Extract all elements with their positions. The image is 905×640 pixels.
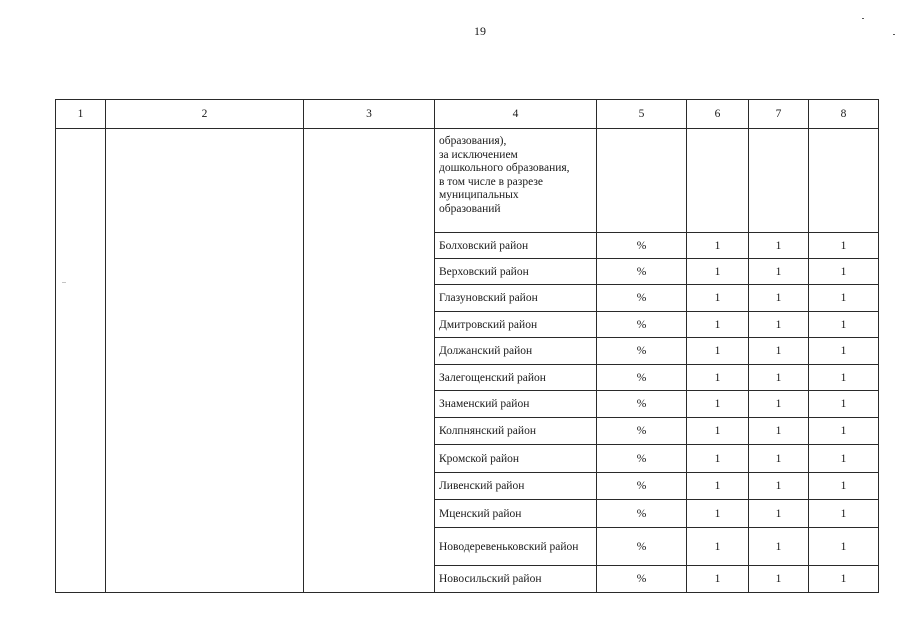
indicator-description bbox=[435, 129, 596, 225]
description-line: муниципальных bbox=[439, 189, 519, 202]
district-name: Колпнянский район bbox=[435, 418, 597, 445]
district-name: Новодеревеньковский район bbox=[435, 528, 597, 566]
document-table bbox=[55, 99, 879, 593]
value-col8: 1 bbox=[809, 312, 879, 338]
unit-cell: % bbox=[597, 566, 687, 593]
header-cell: 7 bbox=[749, 100, 809, 129]
district-name: Ливенский район bbox=[435, 473, 597, 500]
value-col7: 1 bbox=[749, 312, 809, 338]
district-name: Должанский район bbox=[435, 338, 597, 365]
value-col6: 1 bbox=[687, 338, 749, 365]
unit-cell: % bbox=[597, 338, 687, 365]
value-col6: 1 bbox=[687, 259, 749, 285]
empty-cell bbox=[809, 129, 879, 233]
district-name: Новосильский район bbox=[435, 566, 597, 593]
unit-cell: % bbox=[597, 259, 687, 285]
district-name: Мценский район bbox=[435, 500, 597, 528]
unit-cell: % bbox=[597, 391, 687, 418]
district-name: Дмитровский район bbox=[435, 312, 597, 338]
description-line: образования), bbox=[439, 135, 507, 147]
district-name: Верховский район bbox=[435, 259, 597, 285]
value-col8: 1 bbox=[809, 391, 879, 418]
value-col7: 1 bbox=[749, 391, 809, 418]
value-col6: 1 bbox=[687, 233, 749, 259]
value-col7: 1 bbox=[749, 445, 809, 473]
description-line: образований bbox=[439, 202, 501, 215]
value-col8: 1 bbox=[809, 365, 879, 391]
unit-cell: % bbox=[597, 365, 687, 391]
value-col8: 1 bbox=[809, 500, 879, 528]
scan-speck bbox=[893, 34, 895, 35]
header-row bbox=[56, 100, 879, 129]
district-name: Залегощенский район bbox=[435, 365, 597, 391]
district-name: Знаменский район bbox=[435, 391, 597, 418]
header-cell: 6 bbox=[687, 100, 749, 129]
description-line: в том числе в разрезе bbox=[439, 175, 543, 188]
scan-mark: .. bbox=[62, 276, 66, 285]
value-col6: 1 bbox=[687, 418, 749, 445]
indicator-description-cell bbox=[435, 129, 597, 233]
value-col7: 1 bbox=[749, 259, 809, 285]
value-col7: 1 bbox=[749, 338, 809, 365]
header-cell: 1 bbox=[56, 100, 106, 129]
value-col6: 1 bbox=[687, 473, 749, 500]
value-col8: 1 bbox=[809, 445, 879, 473]
empty-cell bbox=[687, 129, 749, 233]
value-col8: 1 bbox=[809, 473, 879, 500]
value-col7: 1 bbox=[749, 528, 809, 566]
unit-cell: % bbox=[597, 528, 687, 566]
empty-cell bbox=[749, 129, 809, 233]
value-col6: 1 bbox=[687, 391, 749, 418]
empty-cell-col2 bbox=[106, 129, 304, 593]
header-cell: 8 bbox=[809, 100, 879, 129]
value-col6: 1 bbox=[687, 445, 749, 473]
value-col8: 1 bbox=[809, 566, 879, 593]
value-col6: 1 bbox=[687, 365, 749, 391]
scan-speck bbox=[862, 18, 864, 19]
value-col8: 1 bbox=[809, 418, 879, 445]
value-col8: 1 bbox=[809, 285, 879, 312]
value-col6: 1 bbox=[687, 528, 749, 566]
header-cell: 3 bbox=[304, 100, 435, 129]
unit-cell: % bbox=[597, 233, 687, 259]
value-col7: 1 bbox=[749, 233, 809, 259]
value-col8: 1 bbox=[809, 528, 879, 566]
header-cell: 4 bbox=[435, 100, 597, 129]
value-col6: 1 bbox=[687, 566, 749, 593]
value-col8: 1 bbox=[809, 338, 879, 365]
empty-cell bbox=[597, 129, 687, 233]
value-col6: 1 bbox=[687, 312, 749, 338]
intro-row bbox=[56, 129, 879, 233]
page-number: 19 bbox=[474, 24, 486, 38]
description-line: дошкольного образования, bbox=[439, 162, 570, 175]
unit-cell: % bbox=[597, 445, 687, 473]
value-col8: 1 bbox=[809, 233, 879, 259]
header-cell: 2 bbox=[106, 100, 304, 129]
value-col7: 1 bbox=[749, 418, 809, 445]
description-line: за исключением bbox=[439, 148, 518, 161]
unit-cell: % bbox=[597, 312, 687, 338]
value-col7: 1 bbox=[749, 473, 809, 500]
unit-cell: % bbox=[597, 500, 687, 528]
unit-cell: % bbox=[597, 418, 687, 445]
district-name: Кромской район bbox=[435, 445, 597, 473]
district-name: Глазуновский район bbox=[435, 285, 597, 312]
header-cell: 5 bbox=[597, 100, 687, 129]
value-col6: 1 bbox=[687, 500, 749, 528]
unit-cell: % bbox=[597, 285, 687, 312]
empty-cell-col1 bbox=[56, 129, 106, 593]
value-col7: 1 bbox=[749, 365, 809, 391]
value-col7: 1 bbox=[749, 500, 809, 528]
unit-cell: % bbox=[597, 473, 687, 500]
empty-cell-col3 bbox=[304, 129, 435, 593]
district-name: Болховский район bbox=[435, 233, 597, 259]
value-col7: 1 bbox=[749, 566, 809, 593]
value-col8: 1 bbox=[809, 259, 879, 285]
value-col6: 1 bbox=[687, 285, 749, 312]
value-col7: 1 bbox=[749, 285, 809, 312]
